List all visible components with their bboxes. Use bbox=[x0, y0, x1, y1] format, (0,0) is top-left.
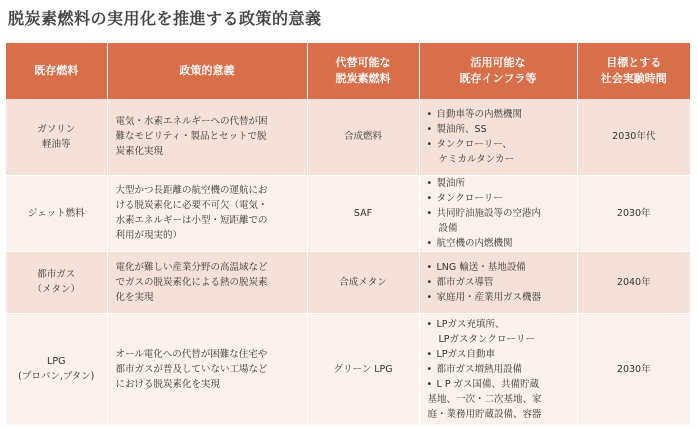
header-existing-fuel: 既存燃料 bbox=[6, 43, 107, 99]
target-time-cell: 2030年 bbox=[577, 175, 690, 251]
list-item: • LPガス自動車 bbox=[426, 347, 571, 362]
policy-table bbox=[6, 43, 690, 426]
list-item: • 航空機の内燃機関 bbox=[426, 236, 571, 251]
list-item: • L P ガス国備、共備貯蔵 bbox=[426, 377, 571, 392]
significance-cell: 大型かつ長距離の航空機の運航にお ける脱炭素化に必要不可欠（電気・ 水素エネルギーは小型・短距離での 利用が現実的） bbox=[107, 175, 307, 251]
page-title: 脱炭素燃料の実用化を推進する政策的意義 bbox=[8, 9, 322, 28]
list-item-continuation: 庭・業務用貯蔵設備、容器 bbox=[427, 408, 542, 420]
table-row bbox=[6, 251, 690, 313]
list-item: • 自動車等の内燃機関 bbox=[426, 107, 571, 122]
list-item: • 製油所 bbox=[426, 176, 571, 191]
list-item: • LNG 輸送・基地設備 bbox=[426, 260, 571, 275]
existing-fuel-cell: LPG (プロパン,ブタン) bbox=[6, 313, 107, 425]
significance-cell: オール電化への代替が困難な住宅や 都市ガスが普及していない工場など における脱炭素化を実現 bbox=[107, 313, 307, 425]
list-item: • 家庭用・産業用ガス機器 bbox=[426, 290, 571, 305]
header-row bbox=[6, 43, 690, 99]
alternative-fuel-cell: グリーン LPG bbox=[307, 313, 419, 425]
significance-cell: 電化が難しい産業分野の高温域など でガスの脱炭素化による熱の脱炭素 化を実現 bbox=[107, 251, 307, 313]
list-item: • タンクローリー、 bbox=[426, 137, 571, 152]
existing-fuel-cell: ガソリン 軽油等 bbox=[6, 99, 107, 175]
alternative-fuel-cell: 合成燃料 bbox=[307, 99, 419, 175]
list-item-continuation: 設備 bbox=[438, 222, 458, 234]
list-item: • 都市ガス増熱用設備 bbox=[426, 362, 571, 377]
alternative-fuel-cell: 合成メタン bbox=[307, 251, 419, 313]
infrastructure-cell bbox=[419, 99, 577, 175]
significance-cell: 電気・水素エネルギーへの代替が困 難なモビリティ・製品とセットで脱 炭素化実現 bbox=[107, 99, 307, 175]
table-row bbox=[6, 313, 690, 425]
list-item: • 都市ガス導管 bbox=[426, 275, 571, 290]
target-time-cell: 2040年 bbox=[577, 251, 690, 313]
list-item: • タンクローリー bbox=[426, 191, 571, 206]
header-target-time: 目標とする 社会実験時間 bbox=[577, 43, 690, 99]
header-existing-infrastructure: 活用可能な 既存インフラ等 bbox=[419, 43, 577, 99]
table-row bbox=[6, 99, 690, 175]
existing-fuel-cell: 都市ガス （メタン） bbox=[6, 251, 107, 313]
table-row bbox=[6, 175, 690, 251]
header-alternative-fuel: 代替可能な 脱炭素燃料 bbox=[307, 43, 419, 99]
header-policy-significance: 政策的意義 bbox=[107, 43, 307, 99]
infrastructure-cell bbox=[419, 251, 577, 313]
infrastructure-cell bbox=[419, 175, 577, 251]
list-item-continuation: 基地、一次・二次基地、家 bbox=[427, 393, 542, 405]
existing-fuel-cell: ジェット燃料 bbox=[6, 175, 107, 251]
infrastructure-cell bbox=[419, 313, 577, 425]
list-item-continuation: LPガスタンクローリー bbox=[438, 333, 535, 345]
alternative-fuel-cell: SAF bbox=[307, 175, 419, 251]
list-item: • 共同貯油施設等の空港内 bbox=[426, 206, 571, 221]
list-item: • 製油所、SS bbox=[426, 122, 571, 137]
list-item-continuation: ケミカルタンカー bbox=[438, 153, 515, 165]
list-item: • LPガス充填所、 bbox=[426, 317, 571, 332]
target-time-cell: 2030年代 bbox=[577, 99, 690, 175]
target-time-cell: 2030年 bbox=[577, 313, 690, 425]
